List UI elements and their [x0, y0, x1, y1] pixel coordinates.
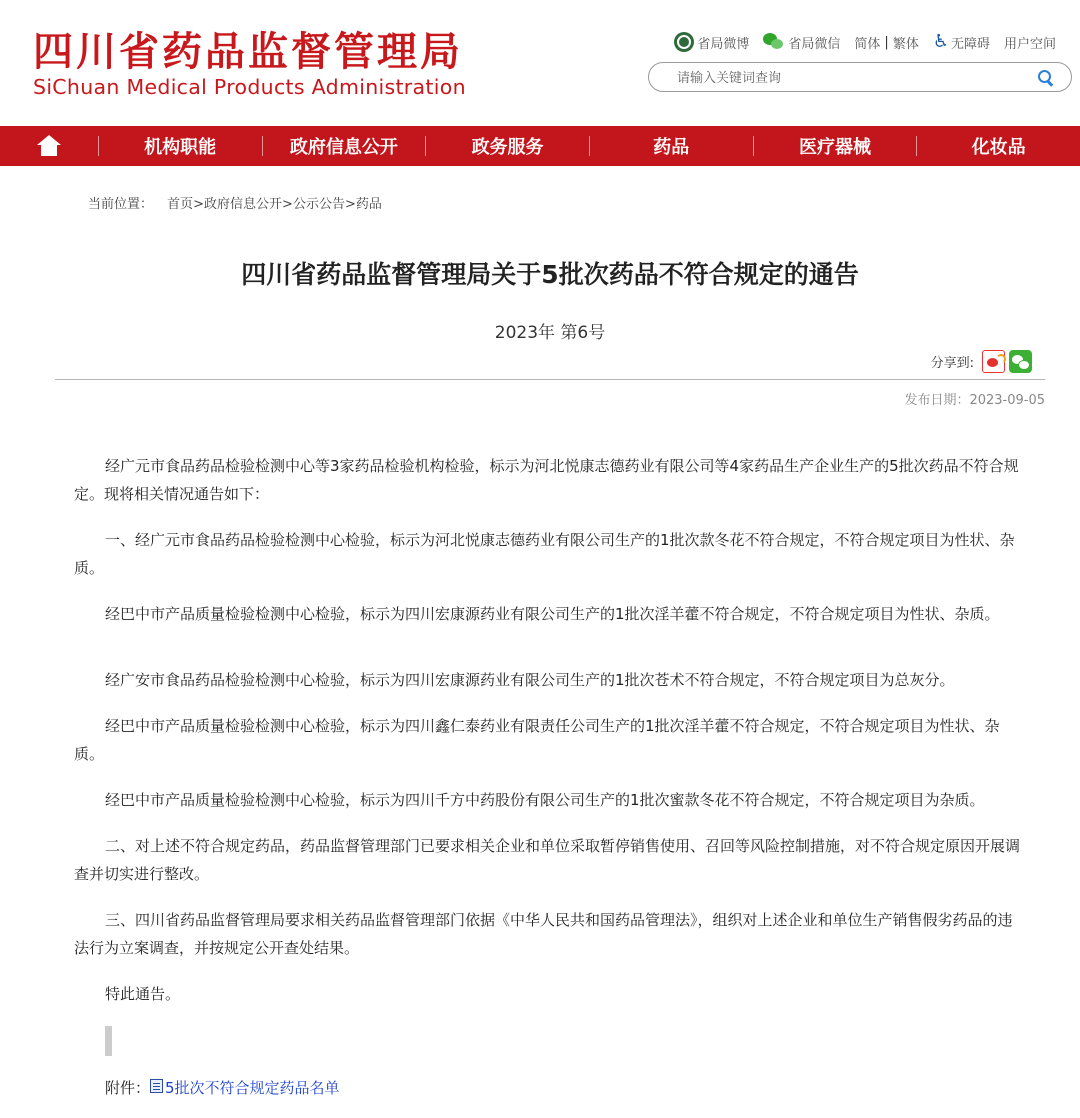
- share-wechat-icon[interactable]: [1009, 350, 1032, 373]
- paragraph-investigation: 三、四川省药品监督管理局要求相关药品监督管理部门依据《中华人民共和国药品管理法》，组织对上述企业和单位生产销售假劣药品的违法行为立案调查，并按规定公开查处结果。: [74, 911, 1013, 957]
- search-input[interactable]: [677, 68, 1017, 88]
- accessibility-label: 无障碍: [950, 36, 990, 52]
- weibo-icon: [674, 32, 694, 52]
- wechat-icon: [763, 33, 785, 51]
- nav-item-functions[interactable]: 机构职能: [144, 137, 217, 158]
- search-icon[interactable]: [1037, 69, 1055, 87]
- nav-item-gov-info[interactable]: 政府信息公开: [289, 137, 398, 158]
- user-space-link[interactable]: 用户空间: [1003, 36, 1056, 52]
- traditional-link[interactable]: 繁体: [892, 36, 919, 52]
- paragraph-item-2: 经巴中市产品质量检验检测中心检验，标示为四川宏康源药业有限公司生产的1批次淫羊藿不符合规定，不符合规定项目为性状、杂质。: [105, 605, 1000, 623]
- search-box: [648, 62, 1072, 92]
- document-number: 2023年 第6号: [494, 323, 606, 343]
- nav-home[interactable]: [0, 126, 98, 166]
- nav-item-drugs[interactable]: 药品: [653, 137, 690, 158]
- weibo-label: 省局微博: [697, 36, 750, 52]
- nav-item-services[interactable]: 政务服务: [471, 137, 544, 158]
- article-body: [74, 452, 1024, 1102]
- wechat-label: 省局微信: [788, 36, 841, 52]
- language-switch: [854, 33, 918, 52]
- paragraph-item-3: 经广安市食品药品检验检测中心检验，标示为四川宏康源药业有限公司生产的1批次苍术不符合规定，不符合规定项目为总灰分。: [105, 671, 955, 689]
- wechat-link[interactable]: [763, 33, 840, 52]
- paragraph-item-4: 经巴中市产品质量检验检测中心检验，标示为四川鑫仁泰药业有限责任公司生产的1批次淫羊藿不符合规定，不符合规定项目为性状、杂质。: [74, 717, 1000, 763]
- share-bar: [931, 350, 1032, 373]
- paragraph-intro: 经广元市食品药品检验检测中心等3家药品检验机构检验，标示为河北悦康志德药业有限公司等4家药品生产企业生产的5批次药品不符合规定。现将相关情况通告如下：: [74, 457, 1019, 503]
- paragraph-measures: 二、对上述不符合规定药品，药品监督管理部门已要求相关企业和单位采取暂停销售使用、召回等风险控制措施，对不符合规定原因开展调查并切实进行整改。: [74, 837, 1021, 883]
- site-logo[interactable]: [33, 30, 466, 98]
- nav-item-devices[interactable]: 医疗器械: [798, 137, 871, 158]
- main-nav: [0, 126, 1080, 166]
- home-icon: [37, 135, 61, 157]
- title-divider: [55, 379, 1045, 380]
- breadcrumb: [88, 193, 382, 212]
- attachment-label: 附件：: [105, 1079, 151, 1097]
- logo-chinese: 四川省药品监督管理局: [33, 28, 463, 75]
- share-label: 分享到:: [930, 356, 974, 371]
- logo-english: SiChuan Medical Products Administration: [33, 75, 466, 99]
- attachment-row: [74, 1074, 1024, 1102]
- nav-item-cosmetics[interactable]: 化妆品: [971, 137, 1026, 158]
- page-title: 四川省药品监督管理局关于5批次药品不符合规定的通告: [241, 260, 859, 289]
- simplified-link[interactable]: 简体: [854, 36, 881, 52]
- breadcrumb-path[interactable]: 首页>政府信息公开>公示公告>药品: [167, 197, 382, 212]
- weibo-link[interactable]: [674, 32, 749, 52]
- publish-date: 发布日期：2023-09-05: [904, 393, 1045, 408]
- grey-divider-bar: [105, 1026, 112, 1056]
- paragraph-item-1: 一、经广元市食品药品检验检测中心检验，标示为河北悦康志德药业有限公司生产的1批次款冬花不符合规定，不符合规定项目为性状、杂质。: [74, 531, 1015, 577]
- language-separator: |: [884, 34, 889, 50]
- top-links: [660, 32, 1056, 52]
- accessibility-link[interactable]: [933, 33, 990, 52]
- site-header: [0, 0, 1080, 126]
- paragraph-item-5: 经巴中市产品质量检验检测中心检验，标示为四川千方中药股份有限公司生产的1批次蜜款冬花不符合规定，不符合规定项目为杂质。: [105, 791, 985, 809]
- paragraph-closing: 特此通告。: [105, 985, 181, 1003]
- accessibility-icon: ♿: [932, 31, 949, 52]
- attachment-link[interactable]: 5批次不符合规定药品名单: [165, 1079, 340, 1097]
- share-weibo-icon[interactable]: [982, 350, 1005, 373]
- document-icon: [150, 1079, 163, 1093]
- breadcrumb-label: 当前位置：: [88, 197, 154, 212]
